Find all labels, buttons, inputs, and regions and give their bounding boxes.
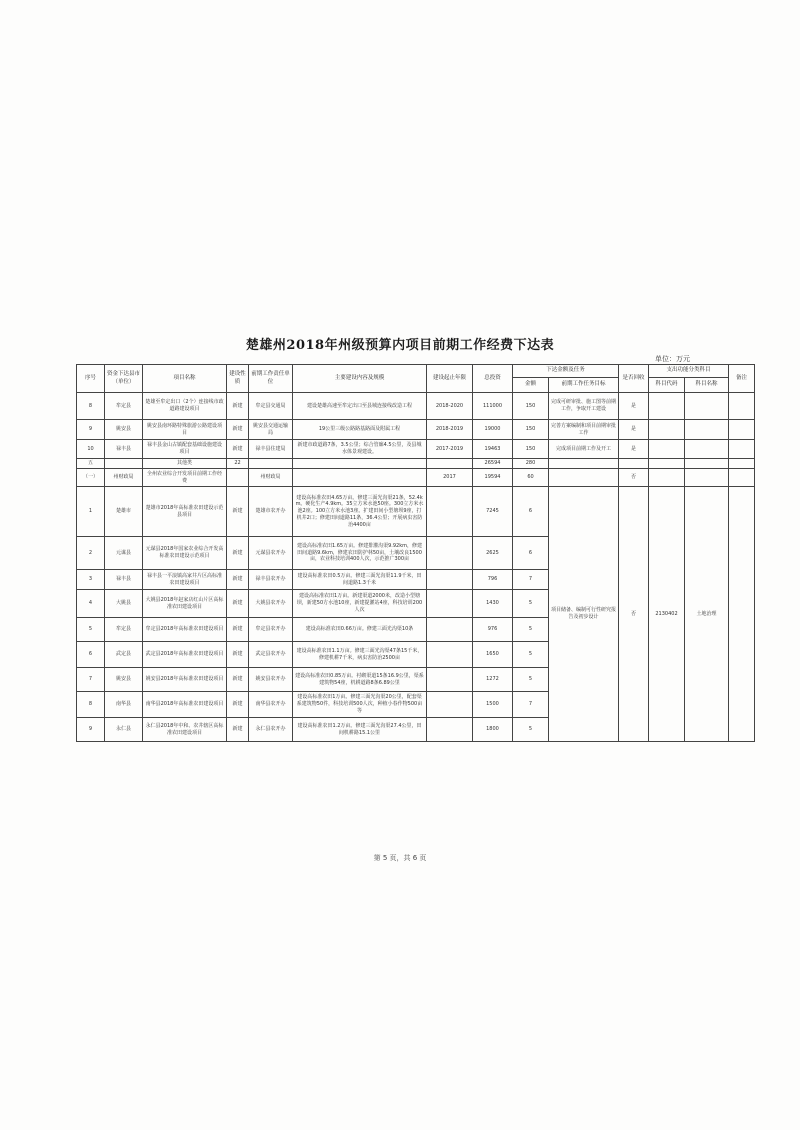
cell-recover xyxy=(619,459,649,469)
cell-name: 楚雄至牟定出口（2个）连接线市政道路建设项目 xyxy=(143,393,227,420)
cell-content: 19公里三级公路路基路面及附属工程 xyxy=(293,420,427,440)
cell-nature xyxy=(227,469,249,487)
cell-code xyxy=(649,420,685,440)
cell-nature: 新建 xyxy=(227,618,249,642)
cell-total: 19463 xyxy=(473,440,513,459)
cell-code xyxy=(649,440,685,459)
cell-total: 1430 xyxy=(473,590,513,618)
cell-nature: 新建 xyxy=(227,642,249,668)
header-task: 前期工作任务目标 xyxy=(549,378,619,393)
sub-row xyxy=(77,469,755,487)
header-amount: 金额 xyxy=(513,378,549,393)
cell-content: 建设高标准农田1.2万亩。修建三面光沟渠27.4公里，田间机耕路15.1公里 xyxy=(293,718,427,742)
cell-amount: 6 xyxy=(513,487,549,537)
cell-recover: 否 xyxy=(619,469,649,487)
header-period: 建设起止年限 xyxy=(427,365,473,393)
cell-no: 1 xyxy=(77,487,105,537)
cell-total: 111000 xyxy=(473,393,513,420)
cell-nature: 新建 xyxy=(227,487,249,537)
header-subject: 科目名称 xyxy=(685,378,729,393)
cell-nature: 新建 xyxy=(227,393,249,420)
cell-total: 26594 xyxy=(473,459,513,469)
cell-name: 武定县2018年高标准农田建设项目 xyxy=(143,642,227,668)
cell-total: 796 xyxy=(473,570,513,590)
cell-no: 9 xyxy=(77,718,105,742)
cell-nature: 新建 xyxy=(227,692,249,718)
cell-content: 建设高标准农田1.65万亩。修建排灌沟渠9.92km，修建田间道路9.6km，修建农田防护林50亩，土壤改良1500亩，农业科技培训400人次，示范推广300亩 xyxy=(293,537,427,570)
cell-period xyxy=(427,570,473,590)
cell-remark xyxy=(729,440,755,459)
cell-county: 南华县 xyxy=(105,692,143,718)
cell-content: 建设高标准农田1万亩。修建三面光沟渠20公里，配套渠系建筑物50件，科技培训500人次，种植小春作物500亩等 xyxy=(293,692,427,718)
header-recover: 是否回收 xyxy=(619,365,649,393)
cell-name: 楚雄市2018年高标准农田建设示范县项目 xyxy=(143,487,227,537)
cell-nature: 新建 xyxy=(227,590,249,618)
cell-no: 2 xyxy=(77,537,105,570)
cell-count: 22 xyxy=(227,459,249,469)
table-row xyxy=(77,393,755,420)
cell-dept: 牟定县农开办 xyxy=(249,618,293,642)
cell-period xyxy=(427,668,473,692)
cell-county: 元谋县 xyxy=(105,537,143,570)
cell-no: 5 xyxy=(77,618,105,642)
cell-no: （一） xyxy=(77,469,105,487)
cell-subject xyxy=(685,420,729,440)
table-row xyxy=(77,420,755,440)
cell-county: 姚安县 xyxy=(105,420,143,440)
cell-amount: 6 xyxy=(513,537,549,570)
cell-period xyxy=(427,590,473,618)
cell-county: 姚安县 xyxy=(105,668,143,692)
cell-total: 1272 xyxy=(473,668,513,692)
cell-name: 其他类 xyxy=(143,459,227,469)
header-name: 项目名称 xyxy=(143,365,227,393)
cell-county: 牟定县 xyxy=(105,393,143,420)
cell-total: 19000 xyxy=(473,420,513,440)
cell-subject xyxy=(685,393,729,420)
cell-total: 1500 xyxy=(473,692,513,718)
unit-label: 单位：万元 xyxy=(655,355,690,363)
cell-subject xyxy=(685,469,729,487)
document-title: 楚雄州2018年州级预算内项目前期工作经费下达表 xyxy=(245,338,555,353)
cell-county: 武定县 xyxy=(105,642,143,668)
cell-total: 19594 xyxy=(473,469,513,487)
cell-total: 7245 xyxy=(473,487,513,537)
cell-content: 建设高标准农田4.65万亩。修建三面光沟渠21条，52.4km。硬化生产4.9km。35立方米水池50座。300立方米水池2座。100立方米水池3座。扩建田间小型塘坝9座，打机井2口；修建田间道路11条，36.4公里；开展病虫害防治4400亩 xyxy=(293,487,427,537)
cell-content: 新建市政道路7条，3.5公里；综合管廊4.5公里，及县城水体景观建设。 xyxy=(293,440,427,459)
cell-period xyxy=(427,487,473,537)
header-task-group: 下达金额及任务 xyxy=(513,365,619,378)
cell-remark xyxy=(729,459,755,469)
cell-no: 6 xyxy=(77,642,105,668)
cell-remark-merged xyxy=(729,487,755,742)
cell-amount: 7 xyxy=(513,570,549,590)
header-code: 科目代码 xyxy=(649,378,685,393)
cell-subject-merged: 土地治理 xyxy=(685,487,729,742)
cell-no: 五 xyxy=(77,459,105,469)
cell-period: 2018-2020 xyxy=(427,393,473,420)
cell-name: 禄丰县一平浪镇高家井片区高标准农田建设项目 xyxy=(143,570,227,590)
cell-code xyxy=(649,469,685,487)
cell-content: 建设高标准农田1万亩。新建渠道2000米，改造小型塘坝，新建50方水池10座，新建提灌站4座，科技培训200人次 xyxy=(293,590,427,618)
cell-dept: 牟定县交通局 xyxy=(249,393,293,420)
cell-total: 1800 xyxy=(473,718,513,742)
cell-county: 州财政局 xyxy=(105,469,143,487)
cell-county: 楚雄市 xyxy=(105,487,143,537)
cell-name: 全州农业综合开发项目前期工作经费 xyxy=(143,469,227,487)
cell-remark xyxy=(729,393,755,420)
header-remark: 备注 xyxy=(729,365,755,393)
cell-name: 牟定县2018年高标准农田建设项目 xyxy=(143,618,227,642)
cell-period xyxy=(427,459,473,469)
cell-dept: 南华县农开办 xyxy=(249,692,293,718)
cell-amount: 5 xyxy=(513,718,549,742)
table-row xyxy=(77,440,755,459)
cell-name: 元谋县2018年国家农业综合开发高标准农田建设示范项目 xyxy=(143,537,227,570)
cell-period xyxy=(427,618,473,642)
cell-no: 3 xyxy=(77,570,105,590)
cell-remark xyxy=(729,420,755,440)
cell-subject xyxy=(685,440,729,459)
cell-content: 建设楚雄高速至牟定出口至县城连接线改造工程 xyxy=(293,393,427,420)
cell-task-merged: 项目储备、编制可行性研究报告及初步设计 xyxy=(549,487,619,742)
cell-amount: 7 xyxy=(513,692,549,718)
header-dept: 前期工作责任单位 xyxy=(249,365,293,393)
cell-dept: 禄丰县农开办 xyxy=(249,570,293,590)
cell-period: 2018-2019 xyxy=(427,420,473,440)
cell-amount: 5 xyxy=(513,642,549,668)
cell-recover: 是 xyxy=(619,440,649,459)
cell-task: 完成可研审批、施工图等前期工作，争取开工建设 xyxy=(549,393,619,420)
cell-subject xyxy=(685,459,729,469)
cell-period xyxy=(427,692,473,718)
cell-no: 4 xyxy=(77,590,105,618)
cell-nature: 新建 xyxy=(227,570,249,590)
header-func-group: 支出功能分类科目 xyxy=(649,365,729,378)
cell-period xyxy=(427,537,473,570)
cell-total: 2625 xyxy=(473,537,513,570)
cell-recover-merged: 否 xyxy=(619,487,649,742)
cell-dept: 州财政局 xyxy=(249,469,293,487)
cell-no: 7 xyxy=(77,668,105,692)
cell-task: 完善方案编制和项目前期审批工作 xyxy=(549,420,619,440)
cell-dept: 楚雄市农开办 xyxy=(249,487,293,537)
cell-no: 10 xyxy=(77,440,105,459)
cell-dept: 姚安县农开办 xyxy=(249,668,293,692)
cell-task: 完成项目前期工作及开工 xyxy=(549,440,619,459)
cell-amount: 5 xyxy=(513,618,549,642)
table-row xyxy=(77,487,755,537)
cell-period: 2017-2019 xyxy=(427,440,473,459)
cell-name: 姚安县2018年高标准农田建设项目 xyxy=(143,668,227,692)
header-nature: 建设性质 xyxy=(227,365,249,393)
cell-amount: 60 xyxy=(513,469,549,487)
cell-nature: 新建 xyxy=(227,668,249,692)
cell-content xyxy=(293,459,427,469)
cell-amount: 150 xyxy=(513,420,549,440)
cell-county: 大姚县 xyxy=(105,590,143,618)
cell-content: 建设高标准农田0.66万亩。修建三面光沟渠10条 xyxy=(293,618,427,642)
cell-code xyxy=(649,459,685,469)
cell-amount: 150 xyxy=(513,440,549,459)
cell-period: 2017 xyxy=(427,469,473,487)
cell-amount: 5 xyxy=(513,590,549,618)
cell-no: 9 xyxy=(77,420,105,440)
group-row xyxy=(77,459,755,469)
header-county: 资金下达县市（单位） xyxy=(105,365,143,393)
cell-recover: 是 xyxy=(619,420,649,440)
cell-dept: 永仁县农开办 xyxy=(249,718,293,742)
cell-task xyxy=(549,459,619,469)
cell-total: 1650 xyxy=(473,642,513,668)
cell-dept xyxy=(249,459,293,469)
header-no: 序号 xyxy=(77,365,105,393)
cell-dept: 元谋县农开办 xyxy=(249,537,293,570)
cell-dept: 武定县农开办 xyxy=(249,642,293,668)
cell-dept: 姚安县交通运输局 xyxy=(249,420,293,440)
cell-content: 建设高标准农田0.85万亩。衬砌渠道15条16.9公里，渠系建筑物54座，机耕道路8条6.89公里 xyxy=(293,668,427,692)
cell-remark xyxy=(729,469,755,487)
cell-nature: 新建 xyxy=(227,718,249,742)
cell-county: 禄丰县 xyxy=(105,440,143,459)
cell-amount: 150 xyxy=(513,393,549,420)
cell-nature: 新建 xyxy=(227,537,249,570)
cell-nature: 新建 xyxy=(227,440,249,459)
cell-total: 976 xyxy=(473,618,513,642)
cell-content: 建设高标准农田0.5万亩。修建三面光沟渠11.9千米，田间道路1.3千米 xyxy=(293,570,427,590)
cell-dept: 大姚县农开办 xyxy=(249,590,293,618)
cell-code xyxy=(649,393,685,420)
cell-nature: 新建 xyxy=(227,420,249,440)
cell-dept: 禄丰县住建局 xyxy=(249,440,293,459)
header-total: 总投资 xyxy=(473,365,513,393)
cell-task xyxy=(549,469,619,487)
cell-no: 8 xyxy=(77,692,105,718)
cell-name: 禄丰县金山古镇配套基础设施建设项目 xyxy=(143,440,227,459)
cell-name: 永仁县2018年中和、农井辖区高标准农田建设项目 xyxy=(143,718,227,742)
cell-content xyxy=(293,469,427,487)
cell-name: 大姚县2018年赵家店红山片区高标准农田建设项目 xyxy=(143,590,227,618)
cell-county: 永仁县 xyxy=(105,718,143,742)
cell-no: 8 xyxy=(77,393,105,420)
cell-county: 牟定县 xyxy=(105,618,143,642)
cell-period xyxy=(427,718,473,742)
cell-amount: 280 xyxy=(513,459,549,469)
cell-county: 禄丰县 xyxy=(105,570,143,590)
cell-recover: 是 xyxy=(619,393,649,420)
cell-code-merged: 2130402 xyxy=(649,487,685,742)
cell-name: 姚安县南环路特殊旅游公路建设项目 xyxy=(143,420,227,440)
cell-county xyxy=(105,459,143,469)
cell-amount: 5 xyxy=(513,668,549,692)
page-footer: 第 5 页，共 6 页 xyxy=(373,854,427,862)
header-content: 主要建设内容及规模 xyxy=(293,365,427,393)
budget-table xyxy=(76,364,755,742)
cell-period xyxy=(427,642,473,668)
cell-name: 南华县2018年高标准农田建设项目 xyxy=(143,692,227,718)
cell-content: 建设高标准农田1.1万亩。修建三面光沟渠47条15千米，修建机耕7千米，病虫害防治2500亩 xyxy=(293,642,427,668)
